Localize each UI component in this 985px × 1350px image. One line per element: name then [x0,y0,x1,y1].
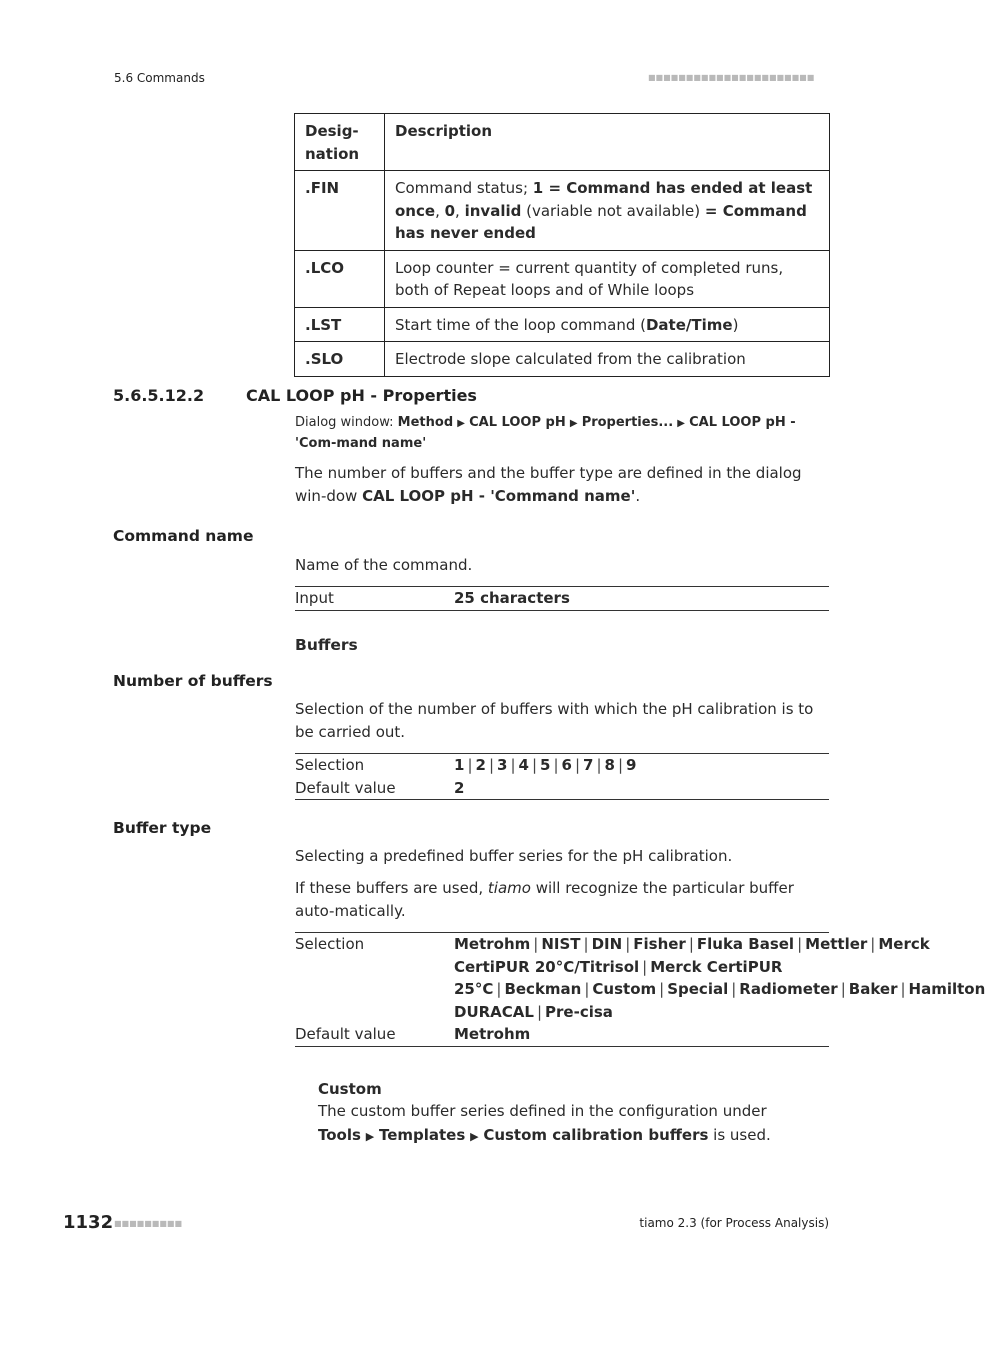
table-row [295,307,830,342]
custom-path-2: Templates [378,1126,466,1144]
option-item: Mettler [805,935,868,953]
option-separator: | [467,756,473,774]
option-item: 4 [518,756,529,774]
option-item: DIN [591,935,623,953]
dialog-path-1: Method [397,415,454,430]
description-cell [385,307,830,342]
number-of-buffers-heading: Number of buffers [113,672,273,690]
dialog-path-3: Properties... [581,415,674,430]
table-body [295,171,830,377]
option-separator: | [584,980,590,998]
description-fragment: , [435,201,445,220]
option-item: 9 [626,756,637,774]
description-fragment: Command status; [395,179,533,197]
arrow-right-icon: ▶ [677,418,685,429]
intro-end: . [635,486,641,505]
page-number: 1132 [63,1212,114,1233]
input-value: 25 characters [454,589,570,607]
table-header-designation [295,114,385,171]
description-fragment: Start time of the loop command ( [395,315,646,334]
intro-text: The number of buffers and the buffer type are defined in the dialog win-dow [295,464,802,505]
dialog-path [295,413,830,454]
option-item: 6 [561,756,572,774]
buffers-heading: Buffers [295,636,358,654]
option-separator: | [510,756,516,774]
arrow-right-icon: ▶ [365,1130,375,1143]
footer-product: tiamo 2.3 (for Process Analysis) [639,1216,829,1230]
description-fragment: 1 = Command has ended at least once [395,179,813,220]
default-value: 2 [454,778,465,797]
description-fragment: Electrode slope calculated from the calibration [395,350,746,368]
designation-cell: .FIN [295,171,385,251]
option-separator: | [617,756,623,774]
option-separator: | [574,756,580,774]
table-row [295,171,830,251]
option-separator: | [553,756,559,774]
selection-options [454,754,829,777]
option-item: 2 [475,756,486,774]
option-separator: | [688,935,694,953]
option-item: Beckman [504,980,582,998]
selection-options [454,933,985,1023]
option-item: Hamilton DURACAL [454,980,985,1021]
command-name-desc: Name of the command. [295,556,473,574]
buffer-type-desc1: Selecting a predefined buffer series for the pH calibration. [295,847,733,865]
buffer-type-props [295,932,985,1047]
description-fragment: = Command has never ended [395,201,807,242]
footer-decoration: ■■■■■■■■■ [114,1219,183,1228]
option-item: Fisher [633,935,686,953]
default-label: Default value [295,1025,396,1043]
description-fragment: Loop counter = current quantity of completed runs, both of Repeat loops and of While loops [395,258,784,299]
command-name-heading: Command name [113,527,254,545]
section-number: 5.6.5.12.2 [113,386,205,405]
default-value: Metrohm [454,1025,531,1043]
option-separator: | [870,935,876,953]
option-item: Merck CertiPUR 20°C/Titrisol [454,935,930,976]
option-item: 1 [454,756,465,774]
buffer-type-desc2 [295,877,830,922]
custom-suffix: is used. [708,1126,771,1144]
description-fragment: invalid [464,201,522,220]
designation-table [294,113,830,377]
option-separator: | [536,1002,543,1021]
option-item: Custom [592,980,657,998]
description-fragment: (variable not available) [521,201,705,220]
description-fragment: ) [732,315,739,334]
description-fragment: , [455,201,465,220]
custom-text: The custom buffer series defined in the configuration under [318,1102,767,1120]
table-row [295,342,830,377]
option-item: 8 [604,756,615,774]
arrow-right-icon: ▶ [569,418,578,429]
option-item: 7 [583,756,594,774]
running-header-section: 5.6 Commands [114,71,205,85]
option-item: Metrohm [454,935,531,953]
col1-label: Desig- nation [305,122,360,163]
desc2-text-a: If these buffers are used, [295,879,488,897]
dialog-path-4: CAL LOOP pH - 'Com-mand name' [295,415,796,451]
custom-path-3: Custom calibration buffers [483,1126,709,1144]
number-of-buffers-desc: Selection of the number of buffers with which the pH calibration is to be carried out. [295,700,814,741]
option-item: Radiometer [739,980,838,998]
default-label: Default value [295,778,396,797]
desc2-product: tiamo [487,879,531,897]
option-item: Special [667,980,729,998]
command-name-props [295,586,829,611]
option-separator: | [625,935,631,953]
header-decoration: ■■■■■■■■■■■■■■■■■■■■■■ [648,73,815,82]
custom-path-1: Tools [318,1126,361,1144]
description-cell [385,342,830,377]
option-item: 5 [540,756,551,774]
arrow-right-icon: ▶ [470,1130,479,1143]
option-separator: | [900,980,906,998]
option-separator: | [496,980,502,998]
number-of-buffers-props [295,753,829,800]
option-separator: | [731,980,737,998]
designation-cell: .LST [295,307,385,342]
selection-label: Selection [295,935,365,953]
designation-cell: .LCO [295,250,385,307]
option-item: 3 [497,756,508,774]
option-item: Fluka Basel [696,935,795,953]
description-cell [385,250,830,307]
description-cell [385,171,830,251]
selection-label: Selection [295,756,365,774]
table-header-description: Description [385,114,830,171]
intro-dialog-name: CAL LOOP pH - 'Command name' [362,486,636,505]
custom-path [318,1124,830,1149]
dialog-prefix: Dialog window: [295,415,398,430]
buffer-type-heading: Buffer type [113,819,212,837]
option-separator: | [488,756,494,774]
option-separator: | [797,935,803,953]
desc2-text-c: will recognize the particular buffer auto-matically. [295,879,794,920]
table-row [295,250,830,307]
option-separator: | [840,980,846,998]
intro-paragraph [295,462,830,507]
dialog-path-2: CAL LOOP pH [469,415,566,430]
option-item: Merck CertiPUR 25°C [454,957,783,998]
option-separator: | [533,935,539,953]
designation-cell: .SLO [295,342,385,377]
option-separator: | [531,756,537,774]
section-title: CAL LOOP pH - Properties [246,386,477,405]
description-fragment: 0 [444,201,456,220]
option-separator: | [659,980,665,998]
option-separator: | [642,957,648,976]
arrow-right-icon: ▶ [457,418,465,429]
input-label: Input [295,589,334,607]
option-separator: | [583,935,589,953]
option-item: Baker [848,980,898,998]
description-fragment: Date/Time [645,315,733,334]
option-item: NIST [541,935,581,953]
option-separator: | [596,756,602,774]
option-item: Pre-cisa [545,1002,613,1021]
custom-heading: Custom [318,1080,382,1098]
